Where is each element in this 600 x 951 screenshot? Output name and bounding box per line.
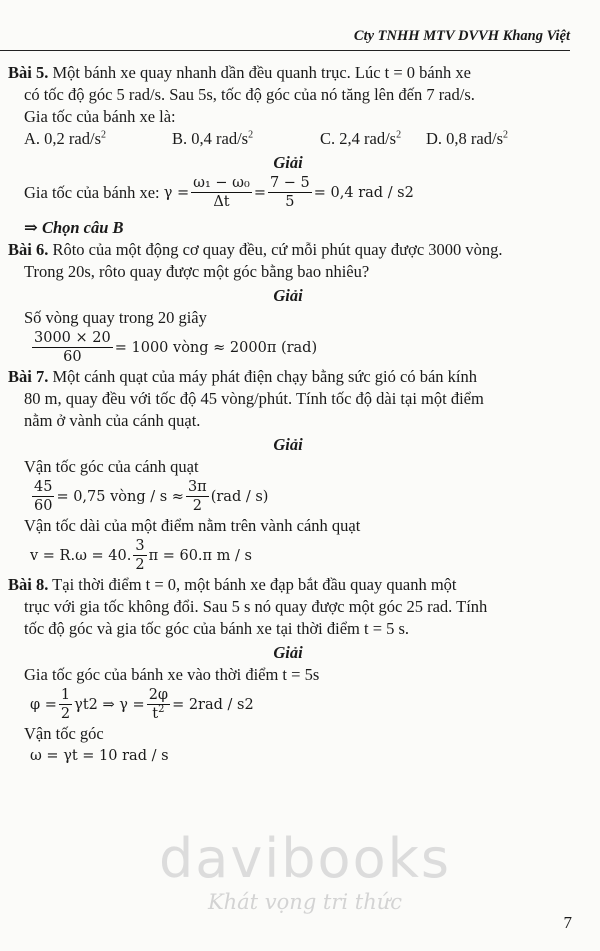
watermark — [150, 828, 460, 914]
fraction: $\frac{3}{2}$ — [135, 538, 145, 573]
bai6-equation: $\frac{3000 \times 20}{60}$ = 1000 vòng ≈ 2000π (rad) — [34, 330, 318, 365]
bai8-sol2: Vận tốc góc — [24, 724, 104, 743]
publisher-name: Cty TNHH MTV DVVH Khang Việt — [353, 28, 570, 44]
bai7-line3: nằm ở vành của cánh quạt. — [24, 411, 201, 430]
option-b: B. 0,4 rad/$s^2$ — [172, 129, 254, 148]
fraction: $\frac{1}{2}$ — [60, 687, 71, 722]
page-number: 7 — [563, 913, 572, 932]
bai8-line2: trục với gia tốc không đổi. Sau 5 s nó quay được một góc 25 rad. Tính — [24, 597, 488, 616]
bai7-equation2: v = R.ω = 40. $\frac{3}{2}$ π = 60.π m / s — [30, 538, 252, 573]
bai8-omega: ω = γt = 10 rad / s — [30, 748, 169, 764]
page-content — [8, 62, 568, 767]
bai8-label: Bài 8. — [8, 575, 49, 594]
option-a: A. 0,2 rad/$s^2$ — [24, 129, 106, 148]
option-c: C. 2,4 rad/$s^2$ — [320, 129, 402, 148]
bai5-text1: Một bánh xe quay nhanh dần đều quanh trục. Lúc t = 0 bánh xe — [48, 63, 471, 82]
bai8-giai: Giải — [273, 643, 303, 662]
header-rule — [0, 50, 570, 51]
bai5-answer: ⇒ Chọn câu B — [24, 218, 124, 237]
bai6-sol1: Số vòng quay trong 20 giây — [24, 308, 207, 327]
fraction: $\frac{3\pi}{2}$ — [187, 479, 207, 514]
bai6-giai: Giải — [273, 286, 303, 305]
bai6-line1: Bài 6. Rôto của một động cơ quay đều, cứ mỗi phút quay được 3000 vòng. — [8, 240, 503, 259]
watermark-brand: davibooks — [158, 827, 452, 890]
bai5-label: Bài 5. — [8, 63, 49, 82]
bai8-sol1: Gia tốc góc của bánh xe vào thời điểm t = 5s — [24, 665, 320, 684]
bai7-sol2: Vận tốc dài của một điểm nằm trên vành cánh quạt — [24, 516, 361, 535]
bai5-giai: Giải — [273, 153, 303, 172]
fraction: $\frac{45}{60}$ — [34, 479, 53, 514]
bai7-label: Bài 7. — [8, 367, 49, 386]
bai5-options — [8, 128, 568, 150]
bai7-line2: 80 m, quay đều với tốc độ 45 vòng/phút. Tính tốc độ dài tại một điểm — [24, 389, 484, 408]
fraction: $\frac{7 - 5}{5}$ — [269, 175, 310, 210]
watermark-slogan: Khát vọng tri thức — [207, 890, 403, 914]
bai7-sol1: Vận tốc góc của cánh quạt — [24, 457, 199, 476]
bai8-equation1: φ = $\frac{1}{2}$ γt 2 ⇒ γ = $\frac{2\varphi}{t^2}$ = 2rad / s 2 — [30, 687, 254, 722]
fraction: $\frac{2\varphi}{t^2}$ — [148, 687, 169, 722]
fraction: $\frac{\text{ω₁ − ω₀}}{\Delta t}$ — [193, 175, 250, 210]
bai6-label: Bài 6. — [8, 240, 49, 259]
bai5-line3: Gia tốc của bánh xe là: — [24, 107, 176, 126]
option-d: D. 0,8 rad/$s^2$ — [426, 129, 508, 148]
bai7-line1: Bài 7. Một cánh quạt của máy phát điện chạy bằng sức gió có bán kính — [8, 367, 477, 386]
bai7-giai: Giải — [273, 435, 303, 454]
bai6-line2: Trong 20s, rôto quay được một góc bằng bao nhiêu? — [24, 262, 370, 281]
bai5-line2: có tốc độ góc 5 rad/s. Sau 5s, tốc độ góc của nó tăng lên đến 7 rad/s. — [24, 85, 475, 104]
bai5-line1 — [8, 62, 568, 84]
bai8-line3: tốc độ góc và gia tốc góc của bánh xe tại thời điểm t = 5 s. — [24, 619, 410, 638]
bai8-line1: Bài 8. Tại thời điểm t = 0, một bánh xe đạp bắt đầu quay quanh một — [8, 575, 457, 594]
fraction: $\frac{3000 \times 20}{60}$ — [34, 330, 111, 365]
bai7-equation1: $\frac{45}{60}$ = 0,75 vòng / s ≈ $\frac{3\pi}{2}$ (rad / s) — [34, 479, 269, 514]
bai5-solution: Gia tốc của bánh xe: γ = $\frac{\text{ω₁ − ω₀}}{\Delta t}$ = $\frac{7 - 5}{5}$ = 0,4 rad / s 2 — [24, 175, 414, 210]
